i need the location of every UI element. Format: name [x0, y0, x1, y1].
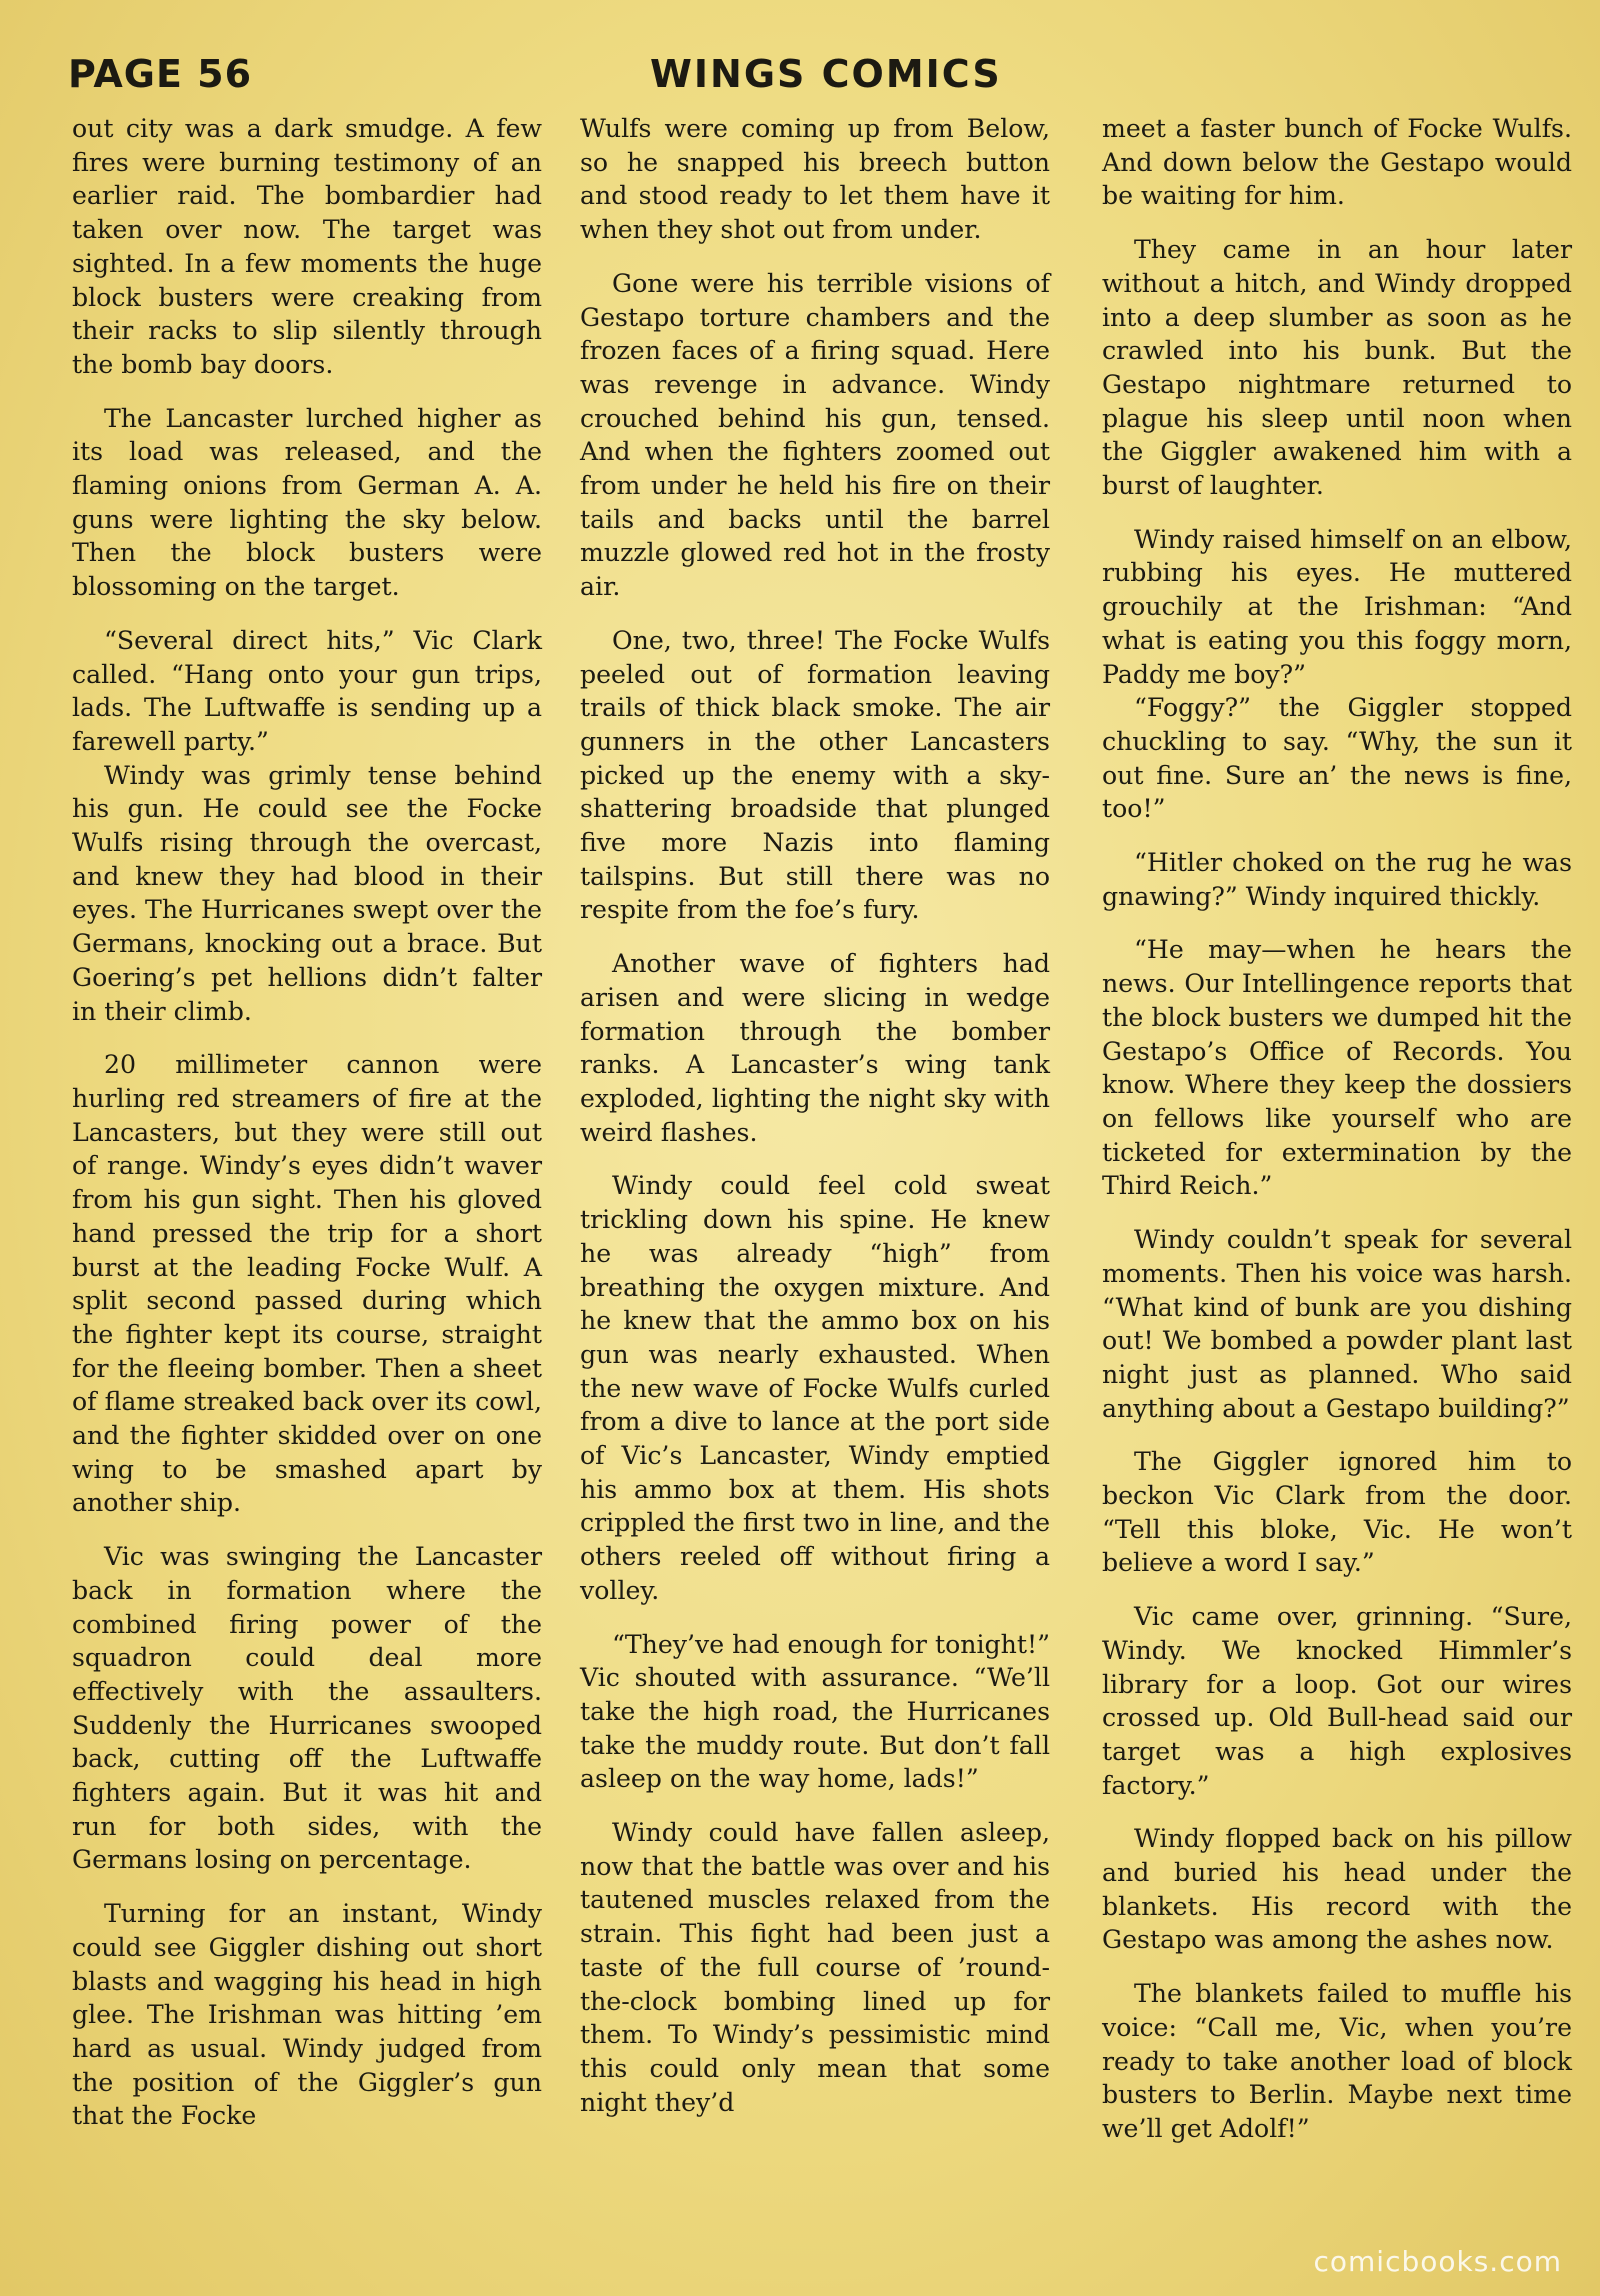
- page-number: PAGE 56: [68, 52, 253, 96]
- paragraph: Windy could feel cold sweat trickling down his spine. He knew he was already “high” from breathing the oxygen mixture. And he knew that the ammo box on his gun was nearly exhausted. When the new wave of Focke Wulfs curled from a dive to lance at the port side of Vic’s Lancaster, Windy emptied his ammo box at them. His shots crippled the first two in line, and the others reeled off without firing a volley.: [580, 1171, 1050, 1605]
- text-column-3: [1102, 112, 1572, 2166]
- paragraph: “Several direct hits,” Vic Clark called. “Hang onto your gun trips, lads. The Luftwaffe is sending up a farewell party.”: [72, 625, 542, 756]
- paragraph: “Hitler choked on the rug he was gnawing?” Windy inquired thickly.: [1102, 848, 1572, 911]
- paragraph: The Lancaster lurched higher as its load was released, and the flaming onions from German A. A. guns were lighting the sky below. Then the block busters were blossoming on the target.: [72, 403, 542, 602]
- page-header: [0, 0, 1600, 110]
- site-watermark: comicbooks.com: [1313, 2245, 1562, 2278]
- paragraph: Vic was swinging the Lancaster back in formation where the combined firing power of the squadron could deal more effectively with the assaulters. Suddenly the Hurricanes swooped back, cutting off the Luftwaffe fighters again. But it was hit and run for both sides, with the Germans losing on percentage.: [72, 1542, 542, 1875]
- paragraph: Windy could have fallen asleep, now that the battle was over and his tautened muscles relaxed from the strain. This fight had been just a taste of the full course of ’round-the-clock bombing lined up for them. To Windy’s pessimistic mind this could only mean that some night they’d: [580, 1818, 1050, 2117]
- paragraph: out city was a dark smudge. A few fires were burning testimony of an earlier raid. The bombardier had taken over now. The target was sighted. In a few moments the huge block busters were creaking from their racks to slip silently through the bomb bay doors.: [72, 114, 542, 379]
- paragraph: Windy raised himself on an elbow, rubbing his eyes. He muttered grouchily at the Irishman: “And what is eating you this foggy morn, Paddy me boy?”: [1102, 524, 1572, 689]
- paragraph: The Giggler ignored him to beckon Vic Clark from the door. “Tell this bloke, Vic. He won’t believe a word I say.”: [1102, 1447, 1572, 1578]
- paragraph: The blankets failed to muffle his voice: “Call me, Vic, when you’re ready to take another load of block busters to Berlin. Maybe next time we’ll get Adolf!”: [1102, 1979, 1572, 2143]
- paragraph: meet a faster bunch of Focke Wulfs. And down below the Gestapo would be waiting for him.: [1102, 114, 1572, 211]
- paragraph: Windy was grimly tense behind his gun. He could see the Focke Wulfs rising through the overcast, and knew they had blood in their eyes. The Hurricanes swept over the Germans, knocking out a brace. But Goering’s pet hellions didn’t falter in their climb.: [72, 760, 542, 1026]
- paragraph: Another wave of fighters had arisen and were slicing in wedge formation through the bomber ranks. A Lancaster’s wing tank exploded, lighting the night sky with weird flashes.: [580, 949, 1050, 1147]
- paragraph: “He may—when he hears the news. Our Intellingence reports that the block busters we dumped hit the Gestapo’s Office of Records. You know. Where they keep the dossiers on fellows like yourself who are ticketed for extermination by the Third Reich.”: [1102, 935, 1572, 1201]
- paragraph: 20 millimeter cannon were hurling red streamers of fire at the Lancasters, but they were still out of range. Windy’s eyes didn’t waver from his gun sight. Then his gloved hand pressed the trip for a short burst at the leading Focke Wulf. A split second passed during which the fighter kept its course, straight for the fleeing bomber. Then a sheet of flame streaked back over its cowl, and the fighter skidded over on one wing to be smashed apart by another ship.: [72, 1050, 542, 1518]
- paragraph: Windy couldn’t speak for several moments. Then his voice was harsh. “What kind of bunk are you dishing out! We bombed a powder plant last night just as planned. Who said anything about a Gestapo building?”: [1102, 1225, 1572, 1423]
- paragraph: They came in an hour later without a hitch, and Windy dropped into a deep slumber as soon as he crawled into his bunk. But the Gestapo nightmare returned to plague his sleep until noon when the Giggler awakened him with a burst of laughter.: [1102, 235, 1572, 501]
- text-column-2: [580, 112, 1050, 2139]
- paragraph: One, two, three! The Focke Wulfs peeled out of formation leaving trails of thick black smoke. The air gunners in the other Lancasters picked up the enemy with a sky-shattering broadside that plunged five more Nazis into flaming tailspins. But still there was no respite from the foe’s fury.: [580, 625, 1050, 925]
- magazine-title: WINGS COMICS: [650, 52, 1002, 96]
- paragraph: Wulfs were coming up from Below, so he snapped his breech button and stood ready to let them have it when they shot out from under.: [580, 114, 1050, 245]
- paragraph: Vic came over, grinning. “Sure, Windy. We knocked Himmler’s library for a loop. Got our wires crossed up. Old Bull-head said our target was a high explosives factory.”: [1102, 1602, 1572, 1800]
- paragraph: Windy flopped back on his pillow and buried his head under the blankets. His record with the Gestapo was among the ashes now.: [1102, 1824, 1572, 1955]
- paragraph: “They’ve had enough for tonight!” Vic shouted with assurance. “We’ll take the high road, the Hurricanes take the muddy route. But don’t fall asleep on the way home, lads!”: [580, 1629, 1050, 1794]
- paragraph: Gone were his terrible visions of Gestapo torture chambers and the frozen faces of a firing squad. Here was revenge in advance. Windy crouched behind his gun, tensed. And when the fighters zoomed out from under he held his fire on their tails and backs until the barrel muzzle glowed red hot in the frosty air.: [580, 268, 1050, 602]
- paragraph: “Foggy?” the Giggler stopped chuckling to say. “Why, the sun it out fine. Sure an’ the news is fine, too!”: [1102, 693, 1572, 824]
- paragraph: Turning for an instant, Windy could see Giggler dishing out short blasts and wagging his head in high glee. The Irishman was hitting ’em hard as usual. Windy judged from the position of the Giggler’s gun that the Focke: [72, 1899, 542, 2131]
- text-column-1: [72, 112, 542, 2153]
